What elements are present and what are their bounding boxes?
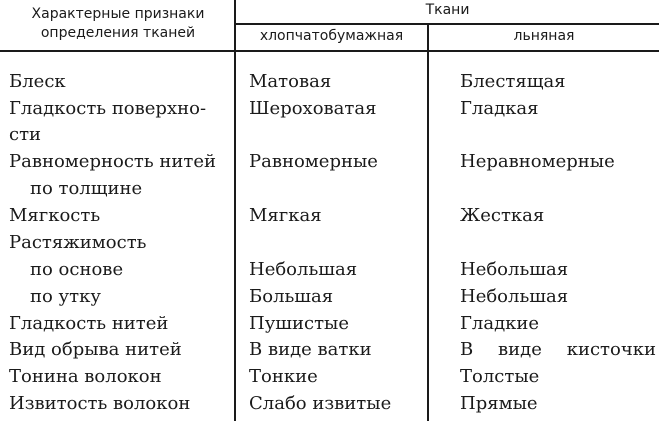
linen-weft: Небольшая xyxy=(460,286,569,307)
feature-warp: по основе xyxy=(30,259,124,280)
linen-thread-smoothness: Гладкие xyxy=(460,313,540,334)
header-linen: льняная xyxy=(513,28,575,44)
column-divider-fabrics xyxy=(427,24,429,421)
header-subdivider xyxy=(234,23,659,25)
header-characteristics xyxy=(8,5,228,43)
cotton-thread-evenness: Равномерные xyxy=(249,151,378,172)
linen-surface-smoothness: Гладкая xyxy=(460,98,539,119)
feature-thread-evenness: Равномерность нитей xyxy=(9,151,216,172)
feature-weft: по утку xyxy=(30,286,101,307)
feature-shine: Блеск xyxy=(9,71,66,92)
cotton-shine: Матовая xyxy=(249,71,332,92)
feature-surface-smoothness: Гладкость поверхно- xyxy=(9,98,207,119)
cotton-softness: Мягкая xyxy=(249,205,322,226)
linen-thread-evenness: Неравномерные xyxy=(460,151,615,172)
feature-extensibility: Растяжимость xyxy=(9,232,147,253)
cotton-warp: Небольшая xyxy=(249,259,358,280)
linen-break-type-word3: кисточки xyxy=(566,339,656,360)
cotton-break-type: В виде ватки xyxy=(249,339,372,360)
feature-fiber-crimp: Извитость волокон xyxy=(9,393,191,414)
header-characteristics-line1: Характерные признаки xyxy=(31,6,205,22)
linen-break-type-word1: В xyxy=(460,339,474,360)
feature-fiber-fineness: Тонина волокон xyxy=(9,366,162,387)
column-divider-main xyxy=(234,0,236,421)
cotton-fiber-fineness: Тонкие xyxy=(249,366,318,387)
linen-shine: Блестящая xyxy=(460,71,566,92)
header-bottom-rule xyxy=(0,50,659,52)
linen-warp: Небольшая xyxy=(460,259,569,280)
cotton-thread-smoothness: Пушистые xyxy=(249,313,350,334)
header-characteristics-line2: определения тканей xyxy=(40,25,196,41)
feature-thread-smoothness: Гладкость нитей xyxy=(9,313,169,334)
cotton-weft: Большая xyxy=(249,286,334,307)
feature-break-type: Вид обрыва нитей xyxy=(9,339,182,360)
feature-thread-evenness-cont: по толщине xyxy=(30,178,143,199)
linen-fiber-fineness: Толстые xyxy=(460,366,540,387)
linen-fiber-crimp: Прямые xyxy=(460,393,538,414)
feature-surface-smoothness-cont: сти xyxy=(9,124,42,145)
cotton-surface-smoothness: Шероховатая xyxy=(249,98,377,119)
feature-softness: Мягкость xyxy=(9,205,101,226)
linen-softness: Жесткая xyxy=(460,205,545,226)
linen-break-type-word2: виде xyxy=(498,339,542,360)
header-fabrics: Ткани xyxy=(425,2,470,18)
linen-break-type xyxy=(460,339,656,361)
header-cotton: хлопчатобумажная xyxy=(259,28,404,44)
cotton-fiber-crimp: Слабо извитые xyxy=(249,393,392,414)
